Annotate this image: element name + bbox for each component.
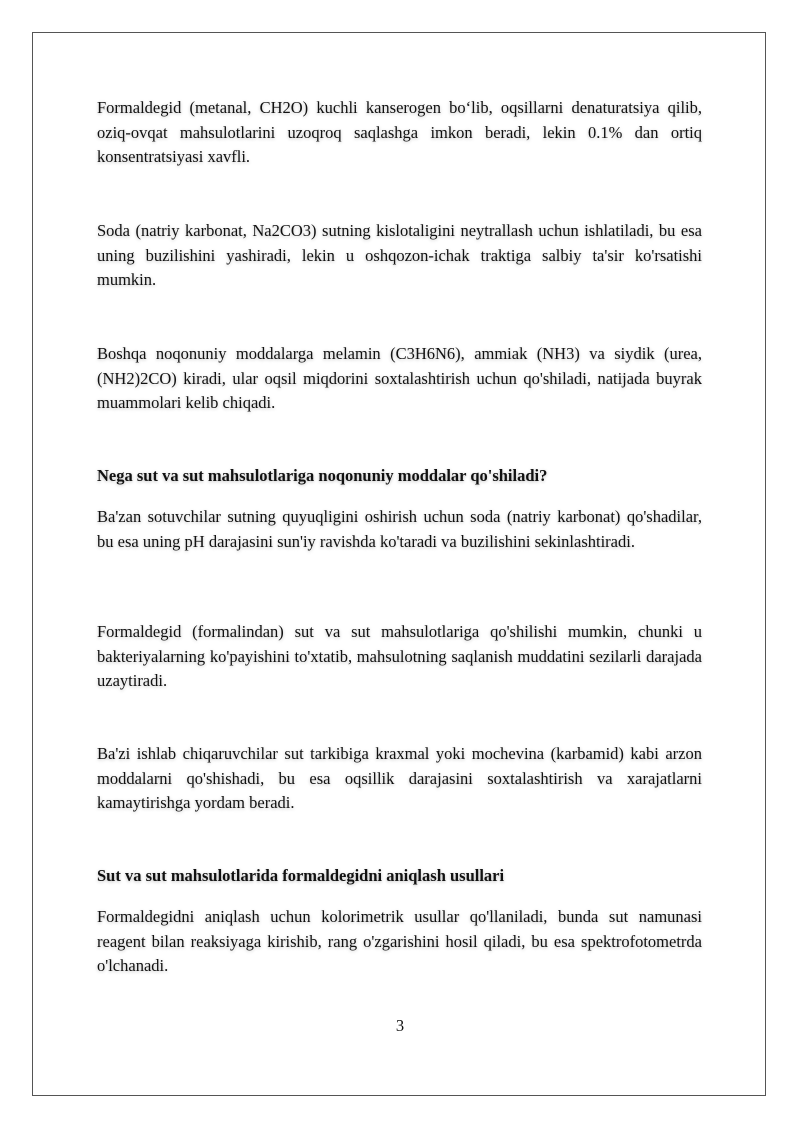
paragraph-colorimetric: Formaldegidni aniqlash uchun kolorimetrik usullar qo'llaniladi, bunda sut namunasi reagent bilan reaksiyaga kirishib, rang o'zgarishini hosil qiladi, bu esa spektrofotometrda o'lchanadi.	[97, 907, 702, 975]
paragraph-other-substances: Boshqa noqonuniy moddalarga melamin (C3H6N6), ammiak (NH3) va siydik (urea, (NH2)2CO) kiradi, ular oqsil miqdorini soxtalashtirish uchun qo'shiladi, natijada buyrak muammolari kelib chiqadi.	[97, 344, 702, 412]
section-heading-why-added: Nega sut va sut mahsulotlariga noqonuniy moddalar qo'shiladi?	[97, 466, 548, 485]
paragraph-cheap-substances: Ba'zi ishlab chiqaruvchilar sut tarkibiga kraxmal yoki mochevina (karbamid) kabi arzon moddalarni qo'shishadi, bu esa oqsillik darajasini soxtalashtirish va xarajatlarni kamaytirishga yordam beradi.	[97, 744, 702, 812]
paragraph-formaldehyde: Formaldegid (metanal, CH2O) kuchli kanserogen bo‘lib, oqsillarni denaturatsiya qilib, oziq-ovqat mahsulotlarini uzoqroq saqlashga imkon beradi, lekin 0.1% dan ortiq konsentratsiyasi xavfli.	[97, 98, 702, 166]
paragraph-soda: Soda (natriy karbonat, Na2CO3) sutning kislotaligini neytrallash uchun ishlatiladi, bu esa uning buzilishini yashiradi, lekin u oshqozon-ichak traktiga salbiy ta'sir ko'rsatishi mumkin.	[97, 221, 702, 289]
paragraph-sellers-soda: Ba'zan sotuvchilar sutning quyuqligini oshirish uchun soda (natriy karbonat) qo'shadilar, bu esa uning pH darajasini sun'iy ravishda ko'taradi va buzilishini sekinlashtiradi.	[97, 507, 702, 551]
page-number: 3	[395, 1016, 405, 1035]
section-heading-detection-methods: Sut va sut mahsulotlarida formaldegidni aniqlash usullari	[97, 866, 505, 885]
paragraph-formalin: Formaldegid (formalindan) sut va sut mahsulotlariga qo'shilishi mumkin, chunki u bakteriyalarning ko'payishini to'xtatib, mahsulotning saqlanish muddatini sezilarli darajada uzaytiradi.	[97, 622, 702, 690]
